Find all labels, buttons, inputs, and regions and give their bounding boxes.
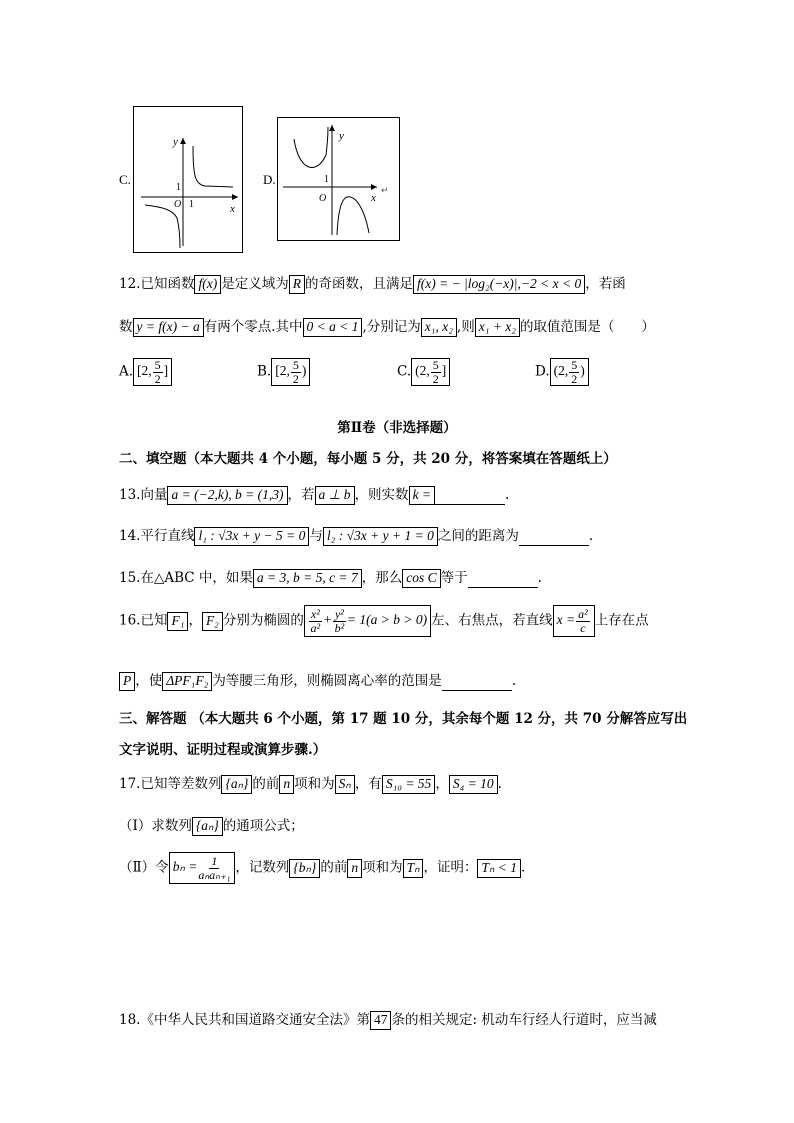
q12-sum: x₁ + x₂: [475, 318, 520, 337]
q17-n: n: [279, 775, 294, 794]
q16-F1: F₁: [167, 612, 188, 631]
q18: 18.《中华人民共和国道路交通安全法》第 47 条的相关规定: 机动车行经人行道时，应当减: [119, 1012, 657, 1028]
q13-k: k =: [409, 486, 435, 505]
graph-c-y-arrow: [180, 138, 186, 144]
q12-condition: f(x) = − |log₂(−x)|,−2 < x < 0: [413, 275, 585, 294]
section3-heading-line2: 文字说明、证明过程或演算步骤.）: [119, 742, 327, 758]
graph-c-one-y: 1: [176, 182, 181, 193]
q15: 15.在△ABC 中，如果 a = 3, b = 5, c = 7 ，那么 cos C 等于 .: [119, 570, 542, 586]
graph-c-curve-right: [193, 146, 233, 187]
q17-S10: S₁₀ = 55: [382, 775, 436, 794]
q16-answer-blank[interactable]: [442, 690, 512, 691]
q12-line1: 12.已知函数 f(x) 是定义域为 R 的奇函数，且满足 f(x) = − |log₂(−x)|,−2 < x < 0 ，若函: [119, 276, 626, 292]
q16-ellipse: $\frac{\text{x²}}{\text{a²}}$ + $\frac{\text{y²}}{\text{b²}}$ = 1(a > b > 0): [304, 605, 431, 637]
q16-triangle: ΔPF₁F₂: [162, 672, 212, 691]
q12-a-range: 0 < a < 1: [303, 318, 363, 337]
graph-d: [277, 117, 400, 241]
q16-line: x = $\frac{\text{a²}}{c}$: [553, 605, 595, 637]
q12-R: R: [289, 275, 305, 294]
q12-option-b[interactable]: B. [2, $\frac{5}{2}$ ): [257, 358, 310, 386]
part2-title: 第Ⅱ卷（非选择题）: [337, 420, 457, 436]
q16-line2: P ，使 ΔPF₁F₂ 为等腰三角形，则椭圆离心率的范围是 .: [119, 669, 516, 691]
q17-part1: （Ⅰ）求数列 {aₙ} 的通项公式；: [119, 818, 304, 834]
graph-d-curve-left: [294, 127, 328, 168]
q17-stem: 17.已知等差数列 {aₙ} 的前 n 项和为 Sₙ ，有 S₁₀ = 55 ， S₄ = 10 .: [119, 776, 502, 792]
q17-part1-an: {aₙ}: [192, 817, 223, 836]
q14: 14.平行直线 l₁ : √3x + y − 5 = 0 与 l₂ : √3x + y + 1 = 0 之间的距离为 .: [119, 528, 594, 544]
graph-c-origin: O: [174, 199, 182, 210]
q16-P: P: [119, 672, 135, 691]
q14-l2: l₂ : √3x + y + 1 = 0: [323, 527, 438, 546]
graph-c-y-label: y: [173, 136, 178, 148]
q13-perp: a ⊥ b: [315, 486, 355, 505]
graph-c-frame: [134, 107, 243, 253]
q12-option-c[interactable]: C. (2, $\frac{5}{2}$ ]: [397, 358, 450, 386]
graph-c-x-arrow: [232, 194, 238, 200]
option-d-label: D.: [263, 172, 276, 187]
q17-part2: （Ⅱ）令 bₙ = $\frac{1}{\text{aₙaₙ₊₁}}$ ，记数列 {bₙ} 的前 n 项和为 Tₙ ，证明： Tₙ < 1 .: [119, 852, 525, 884]
graph-d-y-label: y: [339, 130, 344, 142]
q17-bn-def: bₙ = $\frac{1}{\text{aₙaₙ₊₁}}$: [169, 852, 236, 884]
q17-Sn: Sₙ: [335, 775, 355, 794]
q13-vectors: a = (−2,k), b = (1,3): [167, 486, 287, 505]
section3-heading-line1: 三、解答题 （本大题共 6 个小题，第 17 题 10 分，其余每个题 12 分，共 70 分解答应写出: [119, 711, 688, 727]
graph-d-one: 1: [324, 174, 329, 185]
graph-d-y-arrow: [329, 125, 335, 131]
q17-S4: S₄ = 10: [449, 775, 498, 794]
q13: 13.向量 a = (−2,k), b = (1,3) ，若 a ⊥ b ，则实数 k = .: [119, 487, 510, 503]
graph-d-curve-right: [337, 197, 369, 235]
q16-line1: 16.已知 F₁ ， F₂ 分别为椭圆的 $\frac{\text{x²}}{\text{a²}}$ + $\frac{\text{y²}}{\text{b²}}$ = 1(a > b > 0) 左、右焦点，若直线 x = $\frac{\text{a²}}{c}$ 上存在点: [119, 605, 649, 637]
q17-an: {aₙ}: [221, 775, 252, 794]
return-mark: ↵: [381, 185, 389, 195]
q16-F2: F₂: [202, 612, 223, 631]
graph-c-one-x: 1: [189, 199, 194, 210]
section2-heading: 二、填空题（本大题共 4 个小题，每小题 5 分，共 20 分，将答案填在答题纸上）: [119, 451, 617, 467]
graph-c-x-label: x: [230, 203, 235, 215]
q12-option-d[interactable]: D. (2, $\frac{5}{2}$ ): [535, 358, 589, 386]
q14-answer-blank[interactable]: [519, 545, 589, 546]
q15-answer-blank[interactable]: [468, 587, 538, 588]
option-c-label: C.: [119, 172, 131, 187]
q18-article: 47: [370, 1011, 392, 1030]
q17-Tn: Tₙ: [403, 859, 424, 878]
q13-answer-blank[interactable]: [435, 504, 505, 505]
q17-part2-n: n: [347, 859, 362, 878]
q12-x1x2: x₁, x₂: [421, 318, 457, 337]
graph-c-curve-left: [145, 205, 180, 248]
q17-bn: {bₙ}: [289, 859, 320, 878]
q15-sides: a = 3, b = 5, c = 7: [253, 569, 362, 588]
graph-d-x-arrow: [371, 184, 377, 190]
graph-d-x-label: x: [371, 192, 376, 204]
q17-Tn-ineq: Tₙ < 1: [477, 859, 521, 878]
q12-y-eq: y = f(x) − a: [133, 318, 204, 337]
q12-fx: f(x): [194, 275, 221, 294]
q12-line2: 数 y = f(x) − a 有两个零点.其中 0 < a < 1 ,分别记为 x₁, x₂ ,则 x₁ + x₂ 的取值范围是（ ）: [119, 319, 655, 335]
graph-c: [133, 106, 243, 253]
q12-option-a[interactable]: A. [2, $\frac{5}{2}$ ]: [119, 358, 172, 386]
q15-cosC: cos C: [402, 569, 440, 588]
graph-d-origin: O: [319, 193, 327, 204]
q14-l1: l₁ : √3x + y − 5 = 0: [194, 527, 309, 546]
